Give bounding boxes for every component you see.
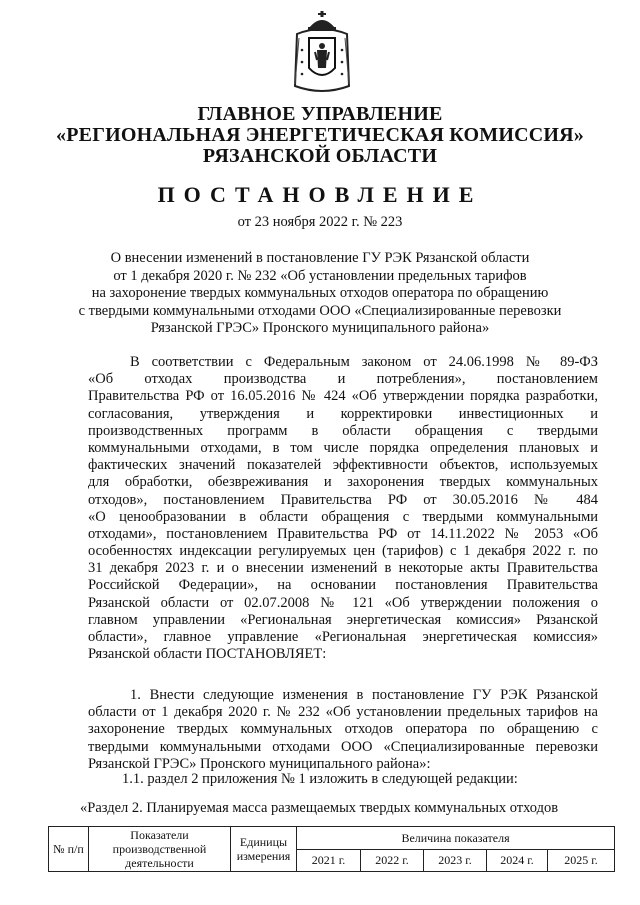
text-line: производственных программ в области обращения с твердыми (88, 422, 598, 439)
text-line: В соответствии с Федеральным законом от 24.06.1998 № 89-ФЗ (130, 354, 598, 370)
document-type: ПОСТАНОВЛЕНИЕ (157, 182, 483, 207)
year-header: 2024 г. (487, 849, 548, 872)
text-line: отходами», постановлением Правительства РФ от 14.11.2022 № 2053 «Об (88, 525, 598, 542)
subject-line: О внесении изменений в постановление ГУ РЭК Рязанской области (110, 250, 530, 266)
subject-line: от 1 декабря 2020 г. № 232 «Об установлении предельных тарифов (113, 267, 527, 284)
text-line: Правительства РФ от 16.05.2016 № 424 «Об утверждении порядка разработки, (88, 388, 598, 405)
subject-line: на захоронение твердых коммунальных отходов оператора по обращению (91, 285, 549, 301)
text-line: захоронение твердых коммунальных отходов оператора по обращению с (88, 721, 598, 738)
org-line: «РЕГИОНАЛЬНАЯ ЭНЕРГЕТИЧЕСКАЯ КОМИССИЯ» (56, 124, 584, 146)
preamble-paragraph (88, 354, 598, 663)
item-1-paragraph (88, 687, 598, 773)
text-line: Рязанской ГРЭС» Пронского муниципального района»: (88, 755, 431, 772)
coat-of-arms-icon (291, 10, 353, 96)
subject-line: с твердыми коммунальными отходами ООО «Специализированные перевозки (78, 302, 562, 319)
text-line: 1. Внести следующие изменения в постановление ГУ РЭК Рязанской (130, 687, 598, 703)
col-indicator-header: Показатели производственной деятельности (89, 827, 231, 872)
text-line: твердыми коммунальными отходами ООО «Специализированные перевозки (88, 738, 598, 755)
text-line: главном управлении «Региональная энергетическая комиссия» Рязанской (88, 611, 598, 628)
organization-name (0, 104, 640, 167)
section-title: «Раздел 2. Планируемая масса размещаемых твердых коммунальных отходов (80, 800, 559, 816)
text-line: 31 декабря 2023 г. и о внесении изменений в некоторые акты Правительства (88, 560, 598, 577)
text-line: особенностях индексации регулируемых цен (тарифов) с 1 декабря 2022 г. по (88, 543, 598, 560)
col-value-header: Величина показателя (297, 827, 615, 850)
text-line: «Об отходах производства и потребления», постановлением (88, 371, 598, 388)
text-line: области от 1 декабря 2020 г. № 232 «Об установлении предельных тарифов на (88, 704, 598, 721)
item-1-1: 1.1. раздел 2 приложения № 1 изложить в следующей редакции: (122, 771, 518, 787)
date-number: от 23 ноября 2022 г. № 223 (237, 214, 403, 230)
col-unit-header: Единицы измерения (231, 827, 297, 872)
text-line: Рязанской области ПОСТАНОВЛЯЕТ: (88, 646, 327, 663)
text-line: Рязанской области от 02.07.2008 № 121 «Об утверждении положения о (88, 594, 598, 611)
text-line: Российской Федерации», на основании постановления Правительства (88, 577, 598, 594)
text-line: для обработки, обезвреживания и захоронения твердых коммунальных (88, 474, 598, 491)
org-line: ГЛАВНОЕ УПРАВЛЕНИЕ (197, 103, 443, 125)
text-line: «О ценообразовании в области обращения с твердыми коммунальными (88, 508, 598, 525)
col-number-header: № п/п (49, 827, 89, 872)
document-subject (60, 250, 580, 338)
year-header: 2022 г. (361, 849, 424, 872)
text-line: отходов», постановлением Правительства РФ от 30.05.2016 № 484 (88, 491, 598, 508)
org-line: РЯЗАНСКОЙ ОБЛАСТИ (202, 145, 438, 167)
text-line: согласования, утверждения и корректировки инвестиционных и (88, 405, 598, 422)
subject-line: Рязанской ГРЭС» Пронского муниципального района» (150, 320, 490, 336)
text-line: области», главное управление «Региональная энергетическая комиссия» (88, 629, 598, 645)
year-header: 2021 г. (297, 849, 361, 872)
text-line: фактических значений показателей эффективности объектов, используемых (88, 457, 598, 474)
year-header: 2023 г. (424, 849, 487, 872)
indicators-table (48, 826, 615, 872)
year-header: 2025 г. (548, 849, 615, 872)
text-line: коммунальными отходами, в том числе порядка определения плановых и (88, 439, 598, 456)
